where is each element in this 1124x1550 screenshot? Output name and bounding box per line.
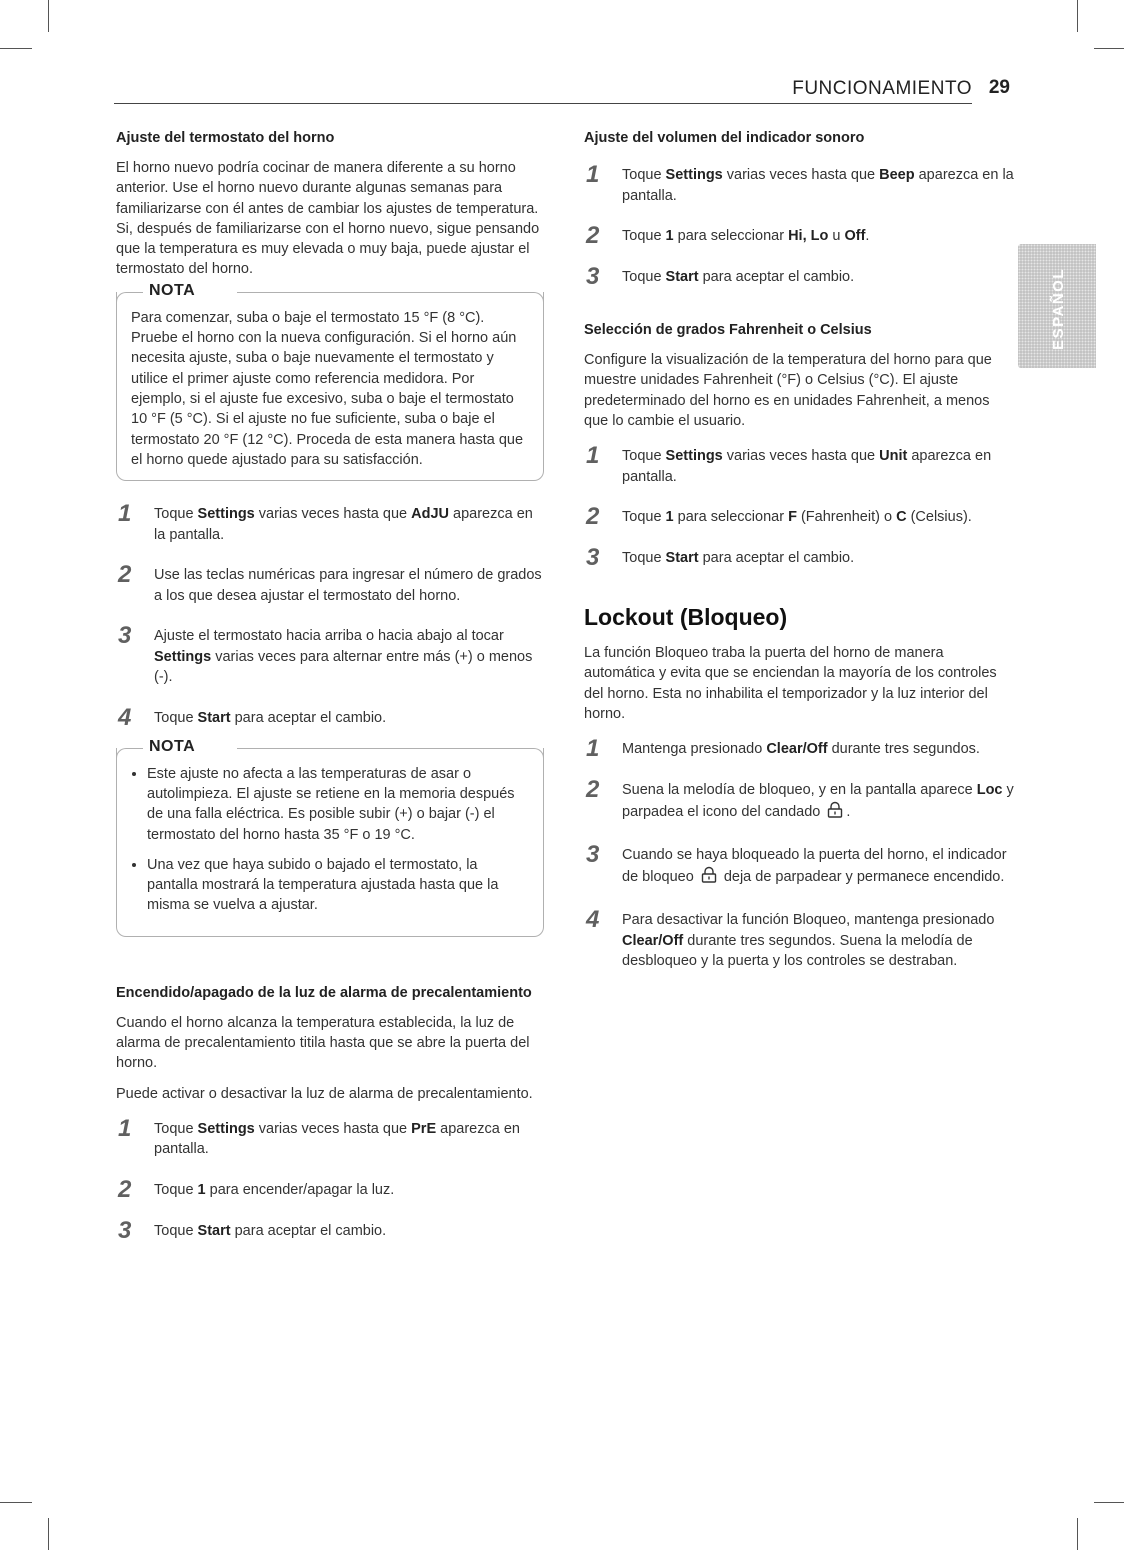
step-text: Toque Settings varias veces hasta que Unit aparezca en pantalla. bbox=[622, 448, 992, 485]
left-column bbox=[116, 128, 544, 1261]
lockout-intro: La función Bloqueo traba la puerta del horno de manera automática y evita que se enciendan la mayoría de los controles del horno. Esta no inhabilita el temporizador y la luz interior del horno. bbox=[584, 645, 997, 723]
thermostat-intro: El horno nuevo podría cocinar de manera diferente a su horno anterior. Use el horno nuevo durante algunas semanas para familiarizarse con él antes de cambiar los ajustes de temperatura. Si, después de familiarizarse con el horno nuevo, sigue pensando que la temperatura es muy elevada o muy baja, puede ajustar el termostato del horno. bbox=[116, 160, 540, 278]
step-text: Toque Settings varias veces hasta que Beep aparezca en la pantalla. bbox=[622, 167, 1014, 204]
crop-mark bbox=[1094, 1502, 1124, 1503]
note-border bbox=[116, 292, 143, 307]
crop-mark bbox=[1077, 0, 1078, 32]
step-number: 2 bbox=[586, 503, 600, 531]
units-title: Selección de grados Fahrenheit o Celsius bbox=[584, 322, 872, 338]
step-number: 2 bbox=[586, 776, 600, 804]
step-number: 1 bbox=[586, 161, 600, 188]
page-number: 29 bbox=[988, 77, 1010, 98]
units-intro: Configure la visualización de la temperatura del horno para que muestre unidades Fahrenheit (°F) o Celsius (°C). El ajuste predeterminado del horno es en unidades Fahrenheit, a menos que lo cambie el usuario. bbox=[584, 352, 992, 429]
step-number: 4 bbox=[586, 906, 600, 934]
note-border bbox=[237, 748, 544, 763]
note-box bbox=[116, 737, 544, 937]
step-text: Suena la melodía de bloqueo, y en la pantalla aparece Loc y parpadea el icono del candado . bbox=[622, 780, 1014, 825]
note-bullets bbox=[131, 764, 531, 916]
crop-mark bbox=[1077, 1518, 1078, 1550]
step-number: 2 bbox=[586, 222, 600, 249]
preheat-para: Cuando el horno alcanza la temperatura establecida, la luz de alarma de precalentamiento titila hasta que se abre la puerta del horno. bbox=[116, 1014, 530, 1072]
step bbox=[116, 1175, 544, 1203]
step-number: 4 bbox=[118, 703, 132, 731]
step bbox=[584, 544, 1014, 572]
crop-mark bbox=[0, 48, 32, 49]
step-text: Para desactivar la función Bloqueo, mantenga presionado Clear/Off durante tres segundos. Suena la melodía de desbloqueo y la puerta y los controles se destraban. bbox=[622, 912, 995, 970]
step-number: 2 bbox=[118, 561, 132, 589]
step-number: 3 bbox=[118, 1216, 132, 1244]
step bbox=[584, 222, 1014, 249]
lockout-title: Lockout (Bloqueo) bbox=[584, 604, 788, 631]
step-text: Cuando se haya bloqueado la puerta del horno, el indicador de bloqueo deja de parpadear y permanece encendido. bbox=[622, 845, 1014, 890]
step-text: Ajuste el termostato hacia arriba o hacia abajo al tocar Settings varias veces para alternar entre más (+) o menos (-). bbox=[154, 628, 533, 686]
step-number: 3 bbox=[586, 263, 600, 290]
header-rule bbox=[114, 103, 972, 104]
note-box bbox=[116, 281, 544, 481]
crop-mark bbox=[0, 1502, 32, 1503]
right-column bbox=[584, 128, 1014, 991]
thermostat-title: Ajuste del termostato del horno bbox=[116, 130, 335, 146]
step bbox=[584, 735, 1014, 763]
lock-icon bbox=[700, 866, 718, 891]
beep-title: Ajuste del volumen del indicador sonoro bbox=[584, 130, 865, 146]
step-number: 1 bbox=[586, 442, 600, 470]
lockout-steps bbox=[584, 735, 1014, 972]
note-text: Para comenzar, suba o baje el termostato 15 °F (8 °C). Pruebe el horno con la nueva configuración. Si el horno aún necesita ajuste, suba o baje nuevamente el termostato y utilice el primer ajuste como referencia medidora. Por ejemplo, si el ajuste fue excesivo, suba o baje el termostato 10 °F (5 °C). Si el ajuste no fue suficiente, suba o baje el termostato 20 °F (12 °C). Proceda de esta manera hasta que el horno quede ajustado para su satisfacción. bbox=[131, 309, 524, 468]
step bbox=[584, 263, 1014, 290]
step bbox=[584, 906, 1014, 972]
step bbox=[584, 503, 1014, 531]
note-title: NOTA bbox=[143, 738, 201, 756]
units-steps bbox=[584, 442, 1014, 572]
step-text: Toque 1 para seleccionar F (Fahrenheit) o C (Celsius). bbox=[622, 509, 972, 526]
lock-icon bbox=[826, 801, 844, 826]
step bbox=[116, 500, 544, 545]
step-text: Toque 1 para encender/apagar la luz. bbox=[154, 1181, 395, 1198]
step bbox=[116, 1114, 544, 1160]
note-title: NOTA bbox=[143, 282, 201, 300]
step-number: 3 bbox=[586, 544, 600, 572]
step-number: 3 bbox=[118, 622, 132, 650]
step-number: 1 bbox=[586, 735, 600, 763]
language-tab-label: ESPAÑOL bbox=[1050, 268, 1067, 350]
preheat-para: Puede activar o desactivar la luz de alarma de precalentamiento. bbox=[116, 1085, 533, 1102]
note-bullet: • Este ajuste no afecta a las temperaturas de asar o autolimpieza. El ajuste se retiene en la memoria después de una falla eléctrica. Es posible subir (+) o bajar (-) el termostato del horno hasta 35 °F o 19 °C. bbox=[147, 764, 531, 845]
step-text: Toque Settings varias veces hasta que AdJU aparezca en la pantalla. bbox=[154, 506, 533, 543]
crop-mark bbox=[48, 1518, 49, 1550]
step bbox=[116, 561, 544, 606]
beep-steps bbox=[584, 161, 1014, 290]
step-number: 1 bbox=[118, 500, 132, 528]
preheat-steps bbox=[116, 1114, 544, 1244]
step-text: Toque Settings varias veces hasta que PrE aparezca en pantalla. bbox=[154, 1120, 520, 1158]
preheat-title: Encendido/apagado de la luz de alarma de precalentamiento bbox=[116, 984, 532, 1001]
step-text: Use las teclas numéricas para ingresar el número de grados a los que desea ajustar el termostato del horno. bbox=[154, 567, 542, 604]
step bbox=[584, 442, 1014, 487]
thermostat-steps bbox=[116, 500, 544, 731]
note-bullet: • Una vez que haya subido o bajado el termostato, la pantalla mostrará la temperatura ajustada hasta que la misma se vuelva a ajustar. bbox=[147, 855, 531, 916]
step-text: Toque Start para aceptar el cambio. bbox=[154, 709, 387, 726]
step bbox=[584, 841, 1014, 890]
step bbox=[116, 703, 544, 731]
step-number: 2 bbox=[118, 1175, 132, 1203]
note-border bbox=[237, 292, 544, 307]
step-text: Mantenga presionado Clear/Off durante tres segundos. bbox=[622, 741, 980, 758]
step-number: 1 bbox=[118, 1114, 132, 1142]
language-tab bbox=[1018, 244, 1096, 368]
step-text: Toque 1 para seleccionar Hi, Lo u Off. bbox=[622, 228, 870, 244]
step-number: 3 bbox=[586, 841, 600, 869]
step-text: Toque Start para aceptar el cambio. bbox=[622, 550, 855, 567]
step bbox=[116, 622, 544, 688]
step-text: Toque Start para aceptar el cambio. bbox=[154, 1222, 387, 1239]
section-header: FUNCIONAMIENTO bbox=[792, 78, 972, 99]
step bbox=[116, 1216, 544, 1244]
crop-mark bbox=[48, 0, 49, 32]
note-border bbox=[116, 748, 143, 763]
step-text: Toque Start para aceptar el cambio. bbox=[622, 269, 855, 285]
crop-mark bbox=[1094, 48, 1124, 49]
step bbox=[584, 776, 1014, 825]
step bbox=[584, 161, 1014, 206]
